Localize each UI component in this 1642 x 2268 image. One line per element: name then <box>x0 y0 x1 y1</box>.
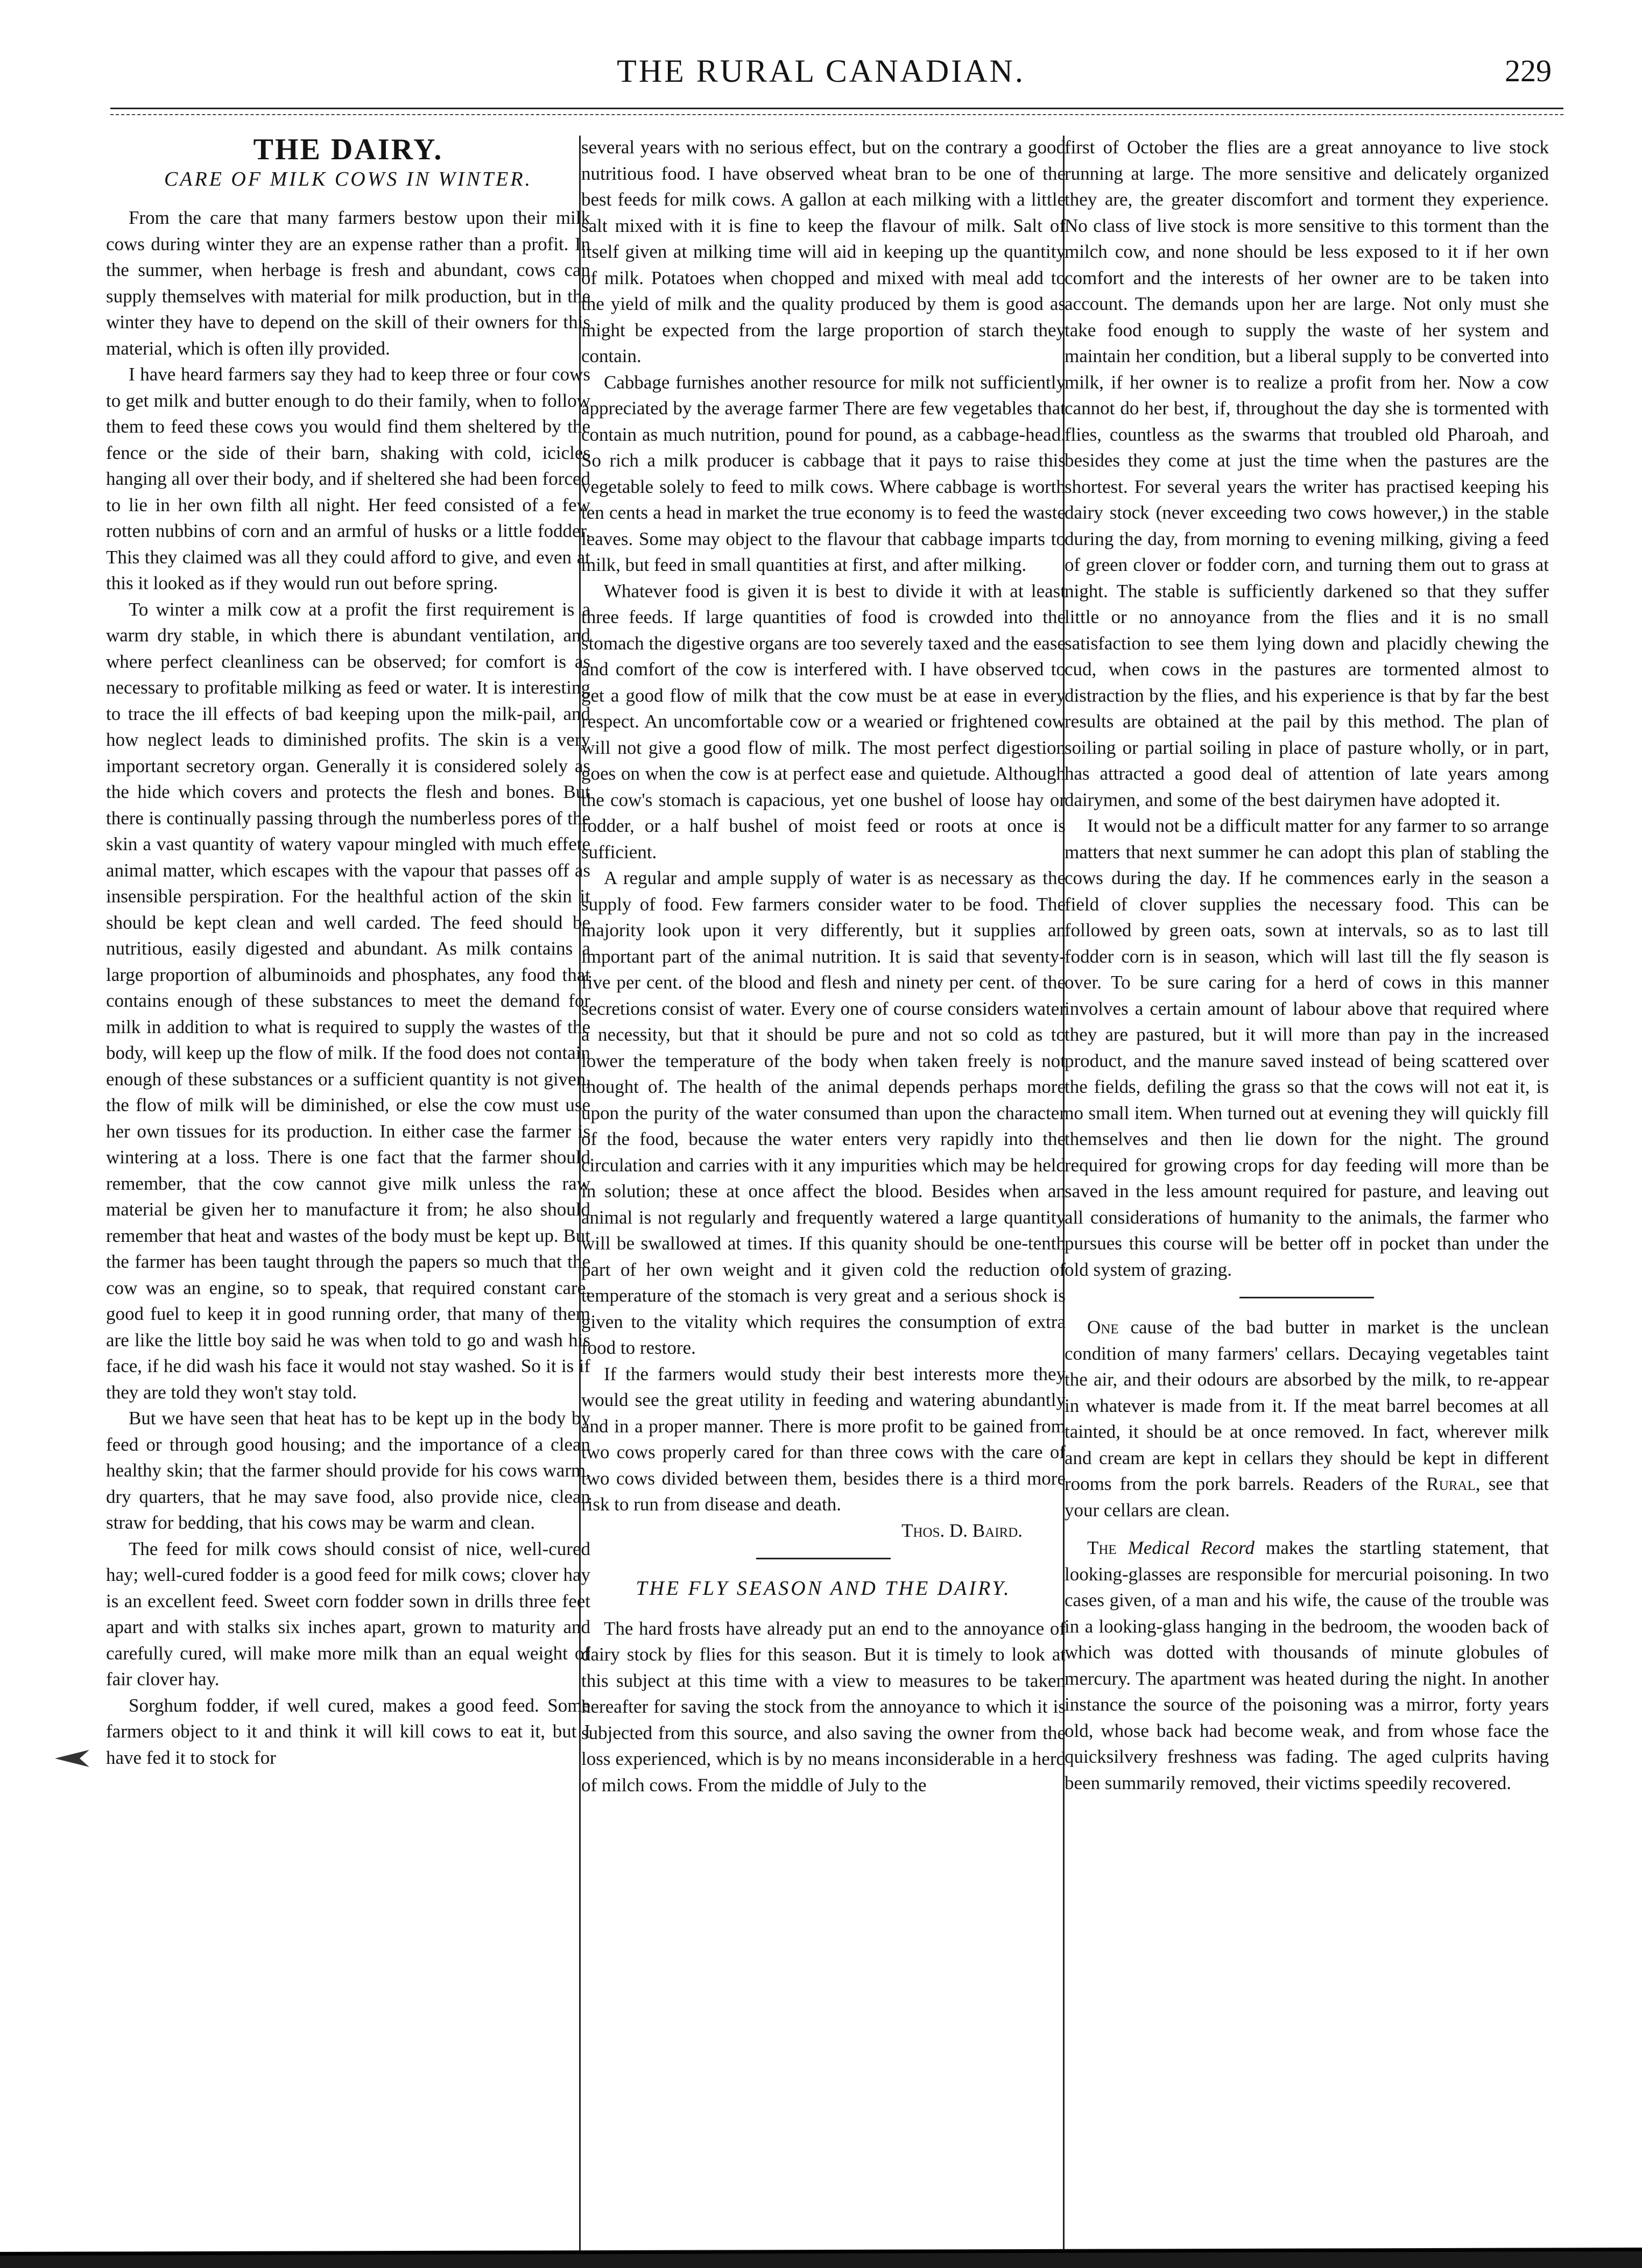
news-item-cellars <box>1065 1315 1549 1523</box>
article-paragraph: several years with no serious effect, but on the contrary a good nutritious food. I have observed wheat bran to be one of the best feeds for milk cows. A gallon at each milking with a little salt mixed with it is fine to keep the flavour of milk. Salt of itself given at milking time will aid in keeping up the quantity of milk. Potatoes when chopped and mixed with meal add to the yield of milk and the quality produced by them is good as might be expected from the large proportion of starch they contain. <box>581 137 1066 366</box>
article-paragraph: If the farmers would study their best interests more they would see the great utility in feeding and watering abundantly and in a proper manner. There is more profit to be gained from two cows properly cared for than three cows with the care of two cows divided between them, besides there is a third more risk to run from disease and death. <box>581 1363 1066 1515</box>
article-paragraph: I have heard farmers say they had to keep three or four cows to get milk and butter enough to do their family, when to follow them to feed these cows you would find them sheltered by the fence or the side of their barn, shaking with cold, icicles hanging all over their body, and if sheltered she had been forced to lie in her own filth all night. Her feed consisted of a few rotten nubbins of corn and an armful of husks or a little fodder. This they claimed was all they could afford to give, and even at this it looked as if they would run out before spring. <box>106 364 590 594</box>
scan-edge-shadow <box>0 2236 1642 2268</box>
pencil-mark-icon <box>52 1747 94 1770</box>
publication-name: Rural, <box>1426 1473 1481 1494</box>
article-subheading: THE FLY SEASON AND THE DAIRY. <box>636 1577 1011 1600</box>
article-paragraph: first of October the flies are a great annoyance to live stock running at large. The more sensitive and delicately organized they are, the greater discomfort and torment they experience. No class of live stock is more sensitive to this torment than the milch cow, and none should be less exposed to it if her own comfort and the interests of her owner are to be taken into account. The demands upon her are large. Not only must she take food enough to supply the waste of her system and maintain her condition, but a liberal supply to be converted into milk, if her owner is to realize a profit from her. Now a cow cannot do her best, if, throughout the day she is tormented with flies, countless as the swarms that troubled old Pharoah, and besides they come at just the time when the pastures are the shortest. For several years the writer has practised keeping his dairy stock (never exceeding two cows however,) in the stable during the day, from morning to evening milking, giving a feed of green clover or fodder corn, and turning them out to grass at night. The stable is sufficiently darkened so that they suffer little or no annoyance from the flies and it is no small satisfaction to see them lying down and placidly chewing the cud, when cows in the pastures are tormented almost to distraction by the flies, and his experience is that by far the best results are obtained at the pail by this method. The plan of soiling or partial soiling in place of pasture wholly, or in part, has attracted a good deal of attention of late years among dairymen, and some of the best dairymen have adopted it. <box>1065 137 1549 810</box>
section-divider <box>1239 1297 1374 1298</box>
column-1 <box>106 135 590 1771</box>
item-text-tail: see that your cellars are clean. <box>1065 1473 1549 1521</box>
article-paragraph: Whatever food is given it is best to divide it with at least three feeds. If large quantities of food is crowded into the stomach the digestive organs are too severely taxed and the ease and comfort of the cow is interfered with. I have observed to get a good flow of milk that the cow must be at ease in every respect. An uncomfortable cow or a wearied or frightened cow will not give a good flow of milk. The most perfect digestion goes on when the cow is at perfect ease and quietude. Although the cow's stomach is capacious, yet one bushel of loose hay or fodder, or a half bushel of moist feed or roots at once is sufficient. <box>581 580 1066 863</box>
item-text: cause of the bad butter in market is the unclean condition of many farmers' cellars. Decaying vegetables taint the air, and their odours are absorbed by the milk, to re-appear in whatever is made from it. If the meat barrel becomes at all tainted, it should be at once removed. In fact, wherever milk and cream are kept in cellars they should be kept in different rooms from the pork barrels. Readers of the <box>1065 1317 1549 1494</box>
article-paragraph: From the care that many farmers bestow upon their milk cows during winter they are an expense rather than a profit. In the summer, when herbage is fresh and abundant, cows can supply themselves with material for milk production, but in the winter they have to depend on the skill of their owners for this material, which is often illy provided. <box>106 207 590 359</box>
header-rule-dashed <box>110 114 1563 115</box>
news-item-mirror <box>1065 1535 1549 1796</box>
article-paragraph: Sorghum fodder, if well cured, makes a good feed. Some farmers object to it and think it will kill cows to eat it, but I have fed it to stock for <box>106 1694 590 1768</box>
article-paragraph: It would not be a difficult matter for any farmer to so arrange matters that next summer he can adopt this plan of stabling the cows during the day. If he commences early in the season a field of clover supplies the necessary food. This can be followed by green oats, sown at intervals, so as to last till fodder corn is in season, which will last till the fly season is over. To be sure caring for a herd of cows in this manner involves a certain amount of labour above that required where they are pastured, but it will more than pay in the increased product, and the manure saved instead of being scattered over the fields, defiling the grass so that the cows will not eat it, is no small item. When turned out at evening they will quickly fill themselves and then lie down for the night. The ground required for growing crops for day feeding will more than be saved in the less amount required for pasture, and leaving out all considerations of humanity to the animals, the farmer who pursues this course will be better off in pocket than under the old system of grazing. <box>1065 815 1549 1280</box>
lead-word: One <box>1087 1317 1119 1338</box>
article-paragraph: Cabbage furnishes another resource for milk not sufficiently appreciated by the average farmer There are few vegetables that contain as much nutrition, pound for pound, as a cabbage-head. So rich a milk producer is cabbage that it pays to raise this vegetable solely to feed to milk cows. Where cabbage is worth ten cents a head in market the true economy is to feed the waste leaves. Some may object to the flavour that cabbage imparts to milk, but feed in small quantities at first, and after milking. <box>581 371 1066 575</box>
item-text: makes the startling statement, that looking-glasses are responsible for mercurial poisoning. In two cases given, of a man and his wife, the cause of the trouble was in a looking-glass hanging in the bedroom, the wooden back of which was dotted with thousands of minute globules of mercury. The apartment was heated during the night. In another instance the source of the poisoning was a mirror, forty years old, whose back had become weak, and from whose face the quicksilvery freshness was fading. The aged culprits having been summarily removed, their victims speedily recovered. <box>1065 1537 1549 1793</box>
page-number: 229 <box>1505 53 1552 88</box>
author-signature: Thos. D. Baird. <box>901 1520 1023 1541</box>
header-rule-top <box>110 108 1563 109</box>
article-subheading: CARE OF MILK COWS IN WINTER. <box>164 167 533 190</box>
article-paragraph: The feed for milk cows should consist of nice, well-cured hay; well-cured fodder is a good feed for milk cows; clover hay is an excellent feed. Sweet corn fodder sown in drills three feet apart and with stalks six inches apart, grown to maturity and carefully cured, will make more milk than an equal weight of fair clover hay. <box>106 1538 590 1690</box>
publication-name: Medical Record <box>1127 1537 1255 1558</box>
column-2 <box>581 135 1066 1798</box>
article-paragraph: But we have seen that heat has to be kept up in the body by feed or through good housing; and the importance of a clean healthy skin; that the farmer should provide for his cows warm, dry quarters, that he may save food, also provide nice, clean straw for bedding, that his cows may be warm and clean. <box>106 1408 590 1533</box>
section-heading: THE DAIRY. <box>253 133 443 166</box>
article-paragraph: A regular and ample supply of water is as necessary as the supply of food. Few farmers consider water to be food. The majority look upon it very differently, but it supplies an important part of the animal nutrition. It is said that seventy-five per cent. of the blood and flesh and ninety per cent. of the secretions consist of water. Every one of course considers water a necessity, but that it should be pure and not so cold as to lower the temperature of the body when taken freely is not thought of. The health of the animal depends perhaps more upon the purity of the water consumed than upon the character of the food, because the water enters very rapidly into the circulation and carries with it any impurities which may be held in solution; these at once affect the blood. Besides when an animal is not regularly and frequently watered a large quantity will be swallowed at times. If this quanity should be one-tenth part of her own weight and it given cold the reduction of temperature of the stomach is very great and a serious shock is given to the vitality which requires the consumption of extra food to restore. <box>581 867 1066 1358</box>
article-paragraph: To winter a milk cow at a profit the first requirement is a warm dry stable, in which there is abundant ventilation, and where perfect cleanliness can be observed; for comfort is as necessary to profitable milking as feed or water. It is interesting to trace the ill effects of bad keeping upon the milk-pail, and how neglect leads to diminished profits. The skin is a very important secretory organ. Generally it is considered solely as the hide which covers and protects the flesh and bones. But there is continually passing through the numberless pores of the skin a vast quantity of watery vapour mingled with much effete animal matter, which escapes with the vapour that passes off as insensible perspiration. For the healthful action of the skin it should be kept clean and well carded. The feed should be nutritious, easily digested and abundant. As milk contains a large proportion of albuminoids and phosphates, any food that contains enough of these substances to meet the demand for milk in addition to what is required to supply the wastes of the body, will keep up the flow of milk. If the food does not contain enough of these substances or a sufficient quantity is not given, the flow of milk will be diminished, or else the cow must use her own tissues for its production. In either case the farmer is wintering at a loss. There is one fact that the farmer should remember, that the cow cannot give milk unless the raw material be given her to manufacture it from; he also should remember that heat and wastes of the body must be kept up. But the farmer has been taught through the papers so much that the cow was an engine, so to speak, that required constant care, good fuel to keep it in good running order, that many of them are like the little boy said he was when told to go and wash his face, if he did wash his face it would not stay washed. So it is if they are told they won't stay told. <box>106 598 590 1403</box>
section-divider <box>756 1558 891 1559</box>
article-paragraph: The hard frosts have already put an end to the annoyance of dairy stock by flies for this season. But it is timely to look at this subject at this time with a view to measures to be taken hereafter for saving the stock from the annoyance to which it is subjected from this source, and also saving the owner from the loss experienced, which is by no means inconsiderable in a herd of milch cows. From the middle of July to the <box>581 1617 1066 1796</box>
lead-word: The <box>1087 1537 1117 1558</box>
masthead-title: THE RURAL CANADIAN. <box>617 53 1025 89</box>
column-3 <box>1065 135 1549 1796</box>
